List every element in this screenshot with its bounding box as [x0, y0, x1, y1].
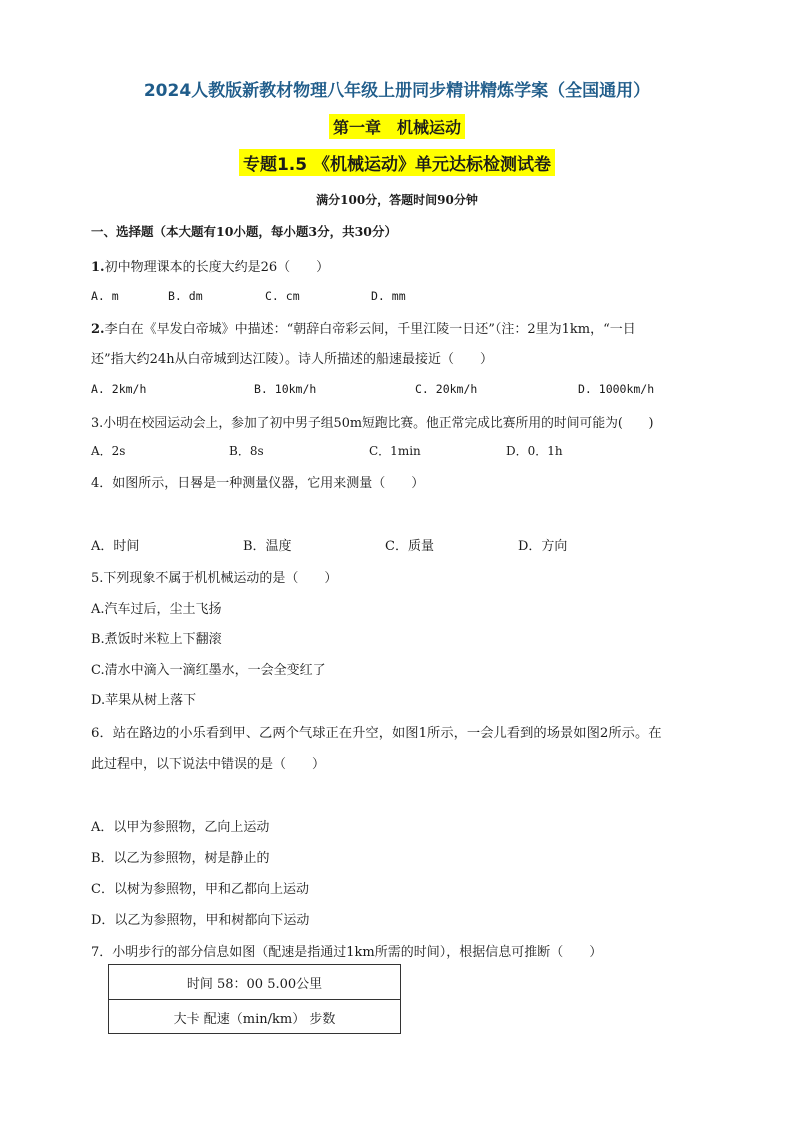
- option-c: C. 20km/h: [415, 382, 478, 396]
- question-7: 7．小明步行的部分信息如图（配速是指通过1km所需的时间），根据信息可推断（ ）: [91, 945, 603, 960]
- option-a: A. m: [91, 289, 119, 303]
- question-text: 李白在《早发白帝城》中描述：“朝辞白帝彩云间，千里江陵一日还”（注：2里为1km，“一日: [104, 322, 636, 337]
- option-b: B. 10km/h: [254, 382, 317, 396]
- option-d: D.苹果从树上落下: [91, 693, 197, 708]
- question-number: 1.: [91, 260, 105, 275]
- table-row: 时间 58：00 5.00公里: [186, 976, 323, 992]
- option-d: D. mm: [371, 289, 406, 303]
- question-2-line-1: [91, 318, 636, 337]
- option-c: C．1min: [369, 444, 421, 458]
- question-6-line-1: 6．站在路边的小乐看到甲、乙两个气球正在升空，如图1所示，一会儿看到的场景如图2所示。在: [91, 726, 662, 741]
- question-4-options: [91, 535, 567, 554]
- question-2-line-2: 还”指大约24h从白帝城到达江陵）。诗人所描述的船速最接近（ ）: [91, 352, 494, 367]
- question-3: 3.小明在校园运动会上，参加了初中男子组50m短跑比赛。他正常完成比赛所用的时间可能为( ): [91, 416, 654, 431]
- option-c: C. cm: [265, 289, 300, 303]
- option-d: D. 1000km/h: [578, 382, 655, 396]
- option-b: B.煮饭时米粒上下翻滚: [91, 632, 222, 647]
- chapter-title: 第一章 机械运动: [329, 114, 465, 139]
- chapter-heading: [0, 114, 794, 139]
- option-d: D．以乙为参照物，甲和树都向下运动: [91, 913, 310, 928]
- option-b: B．8s: [229, 444, 264, 458]
- option-b: B．温度: [243, 539, 292, 554]
- question-4: 4．如图所示，日晷是一种测量仪器，它用来测量（ ）: [91, 476, 425, 491]
- walk-info-table: [108, 964, 401, 1034]
- section-heading: 一、选择题（本大题有10小题，每小题3分，共30分）: [91, 224, 397, 239]
- table-row: 大卡 配速（min/km） 步数: [109, 999, 400, 1034]
- option-c: C.清水中滴入一滴红墨水，一会全变红了: [91, 663, 326, 678]
- series-title: 2024人教版新教材物理八年级上册同步精讲精炼学案（全国通用）: [143, 81, 651, 101]
- option-d: D．0．1h: [506, 444, 563, 458]
- option-a: A.汽车过后，尘土飞扬: [91, 602, 222, 617]
- option-a: A．2s: [91, 444, 126, 458]
- option-b: B. dm: [168, 289, 203, 303]
- question-5: 5.下列现象不属于机机械运动的是（ ）: [91, 571, 338, 586]
- topic-heading: [0, 149, 794, 176]
- option-a: A．时间: [91, 539, 140, 554]
- question-3-options: [91, 442, 563, 459]
- exam-meta: 满分100分，答题时间90分钟: [316, 193, 478, 207]
- question-2-options: [91, 382, 654, 396]
- option-c: C．以树为参照物，甲和乙都向上运动: [91, 882, 309, 897]
- option-b: B．以乙为参照物，树是静止的: [91, 851, 270, 866]
- question-text: 初中物理课本的长度大约是26（ ）: [104, 260, 330, 275]
- question-number: 2.: [91, 322, 105, 337]
- topic-title: 专题1.5 《机械运动》单元达标检测试卷: [239, 149, 555, 176]
- question-1: [91, 256, 329, 275]
- option-c: C．质量: [385, 539, 434, 554]
- question-6-line-2: 此过程中，以下说法中错误的是（ ）: [91, 757, 326, 772]
- option-a: A. 2km/h: [91, 382, 147, 396]
- question-1-options: [91, 289, 406, 303]
- option-a: A．以甲为参照物，乙向上运动: [91, 820, 270, 835]
- option-d: D．方向: [518, 539, 568, 554]
